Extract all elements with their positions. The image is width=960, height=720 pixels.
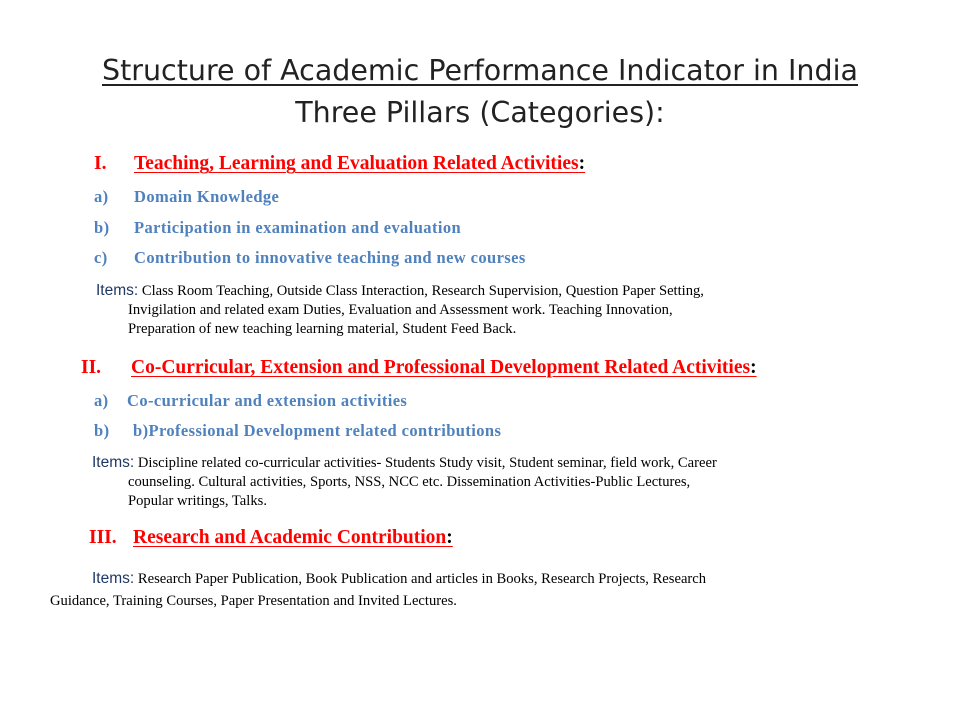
pillar-2-title: Co-Curricular, Extension and Professional Development Related Activities: bbox=[131, 357, 757, 378]
slide-subtitle: Three Pillars (Categories): bbox=[295, 96, 665, 129]
items-label: Items: bbox=[92, 454, 135, 471]
pillar-3-numeral: III. bbox=[89, 527, 117, 548]
pillar-1-numeral: I. bbox=[94, 153, 107, 174]
slide-title: Structure of Academic Performance Indicator in India bbox=[102, 54, 858, 87]
slide: Structure of Academic Performance Indicator in India Three Pillars (Categories): I. Teaching, Learning and Evaluation Related Activities: a) Domain Knowledge b) Participation in examination and evaluation c) Contribution to innovative teaching and new courses Items: Class Room Teaching, Outside Class Interaction, Research Supervision, Question Paper Setting, Invigilation and related exam Duties, Evaluation and Assessment work. Teaching Innovation, Preparation of new teaching learning material, Student Feed Back. II. Co-Curricular, Extension and Professional Development Related Activities: a) Co-curricular and extension activities b) b)Professional Development related contributions Items: Discipline related co-curricular activities- Students Study visit, Student seminar, field work, Career counseling. Cultural activities, Sports, NSS, NCC etc. Dissemination Activities-Public Lectures, Popular writings, Talks. III. Research and Academic Contribution: Items: Research Paper Publication, Book Publication and articles in Books, Research Projects, Research Guidance, Training Courses, Paper Presentation and Invited Lectures. bbox=[0, 0, 960, 720]
pillar-1-items: Items: Class Room Teaching, Outside Class Interaction, Research Supervision, Question Paper Setting, Invigilation and related exam Duties, Evaluation and Assessment work. Teaching Innovation, Preparation of new teaching learning material, Student Feed Back. bbox=[96, 282, 704, 337]
pillar-2-items: Items: Discipline related co-curricular activities- Students Study visit, Student seminar, field work, Career counseling. Cultural activities, Sports, NSS, NCC etc. Dissemination Activities-Public Lectures, Popular writings, Talks. bbox=[92, 454, 717, 509]
items-label: Items: bbox=[92, 570, 135, 587]
pillar-1-title: Teaching, Learning and Evaluation Related Activities: bbox=[134, 153, 586, 174]
items-label: Items: bbox=[96, 282, 139, 299]
pillar-3-items: Items: Research Paper Publication, Book Publication and articles in Books, Research Projects, Research Guidance, Training Courses, Paper Presentation and Invited Lectures. bbox=[50, 570, 707, 609]
pillar-3-title: Research and Academic Contribution: bbox=[133, 527, 453, 548]
pillar-2-numeral: II. bbox=[81, 357, 102, 378]
